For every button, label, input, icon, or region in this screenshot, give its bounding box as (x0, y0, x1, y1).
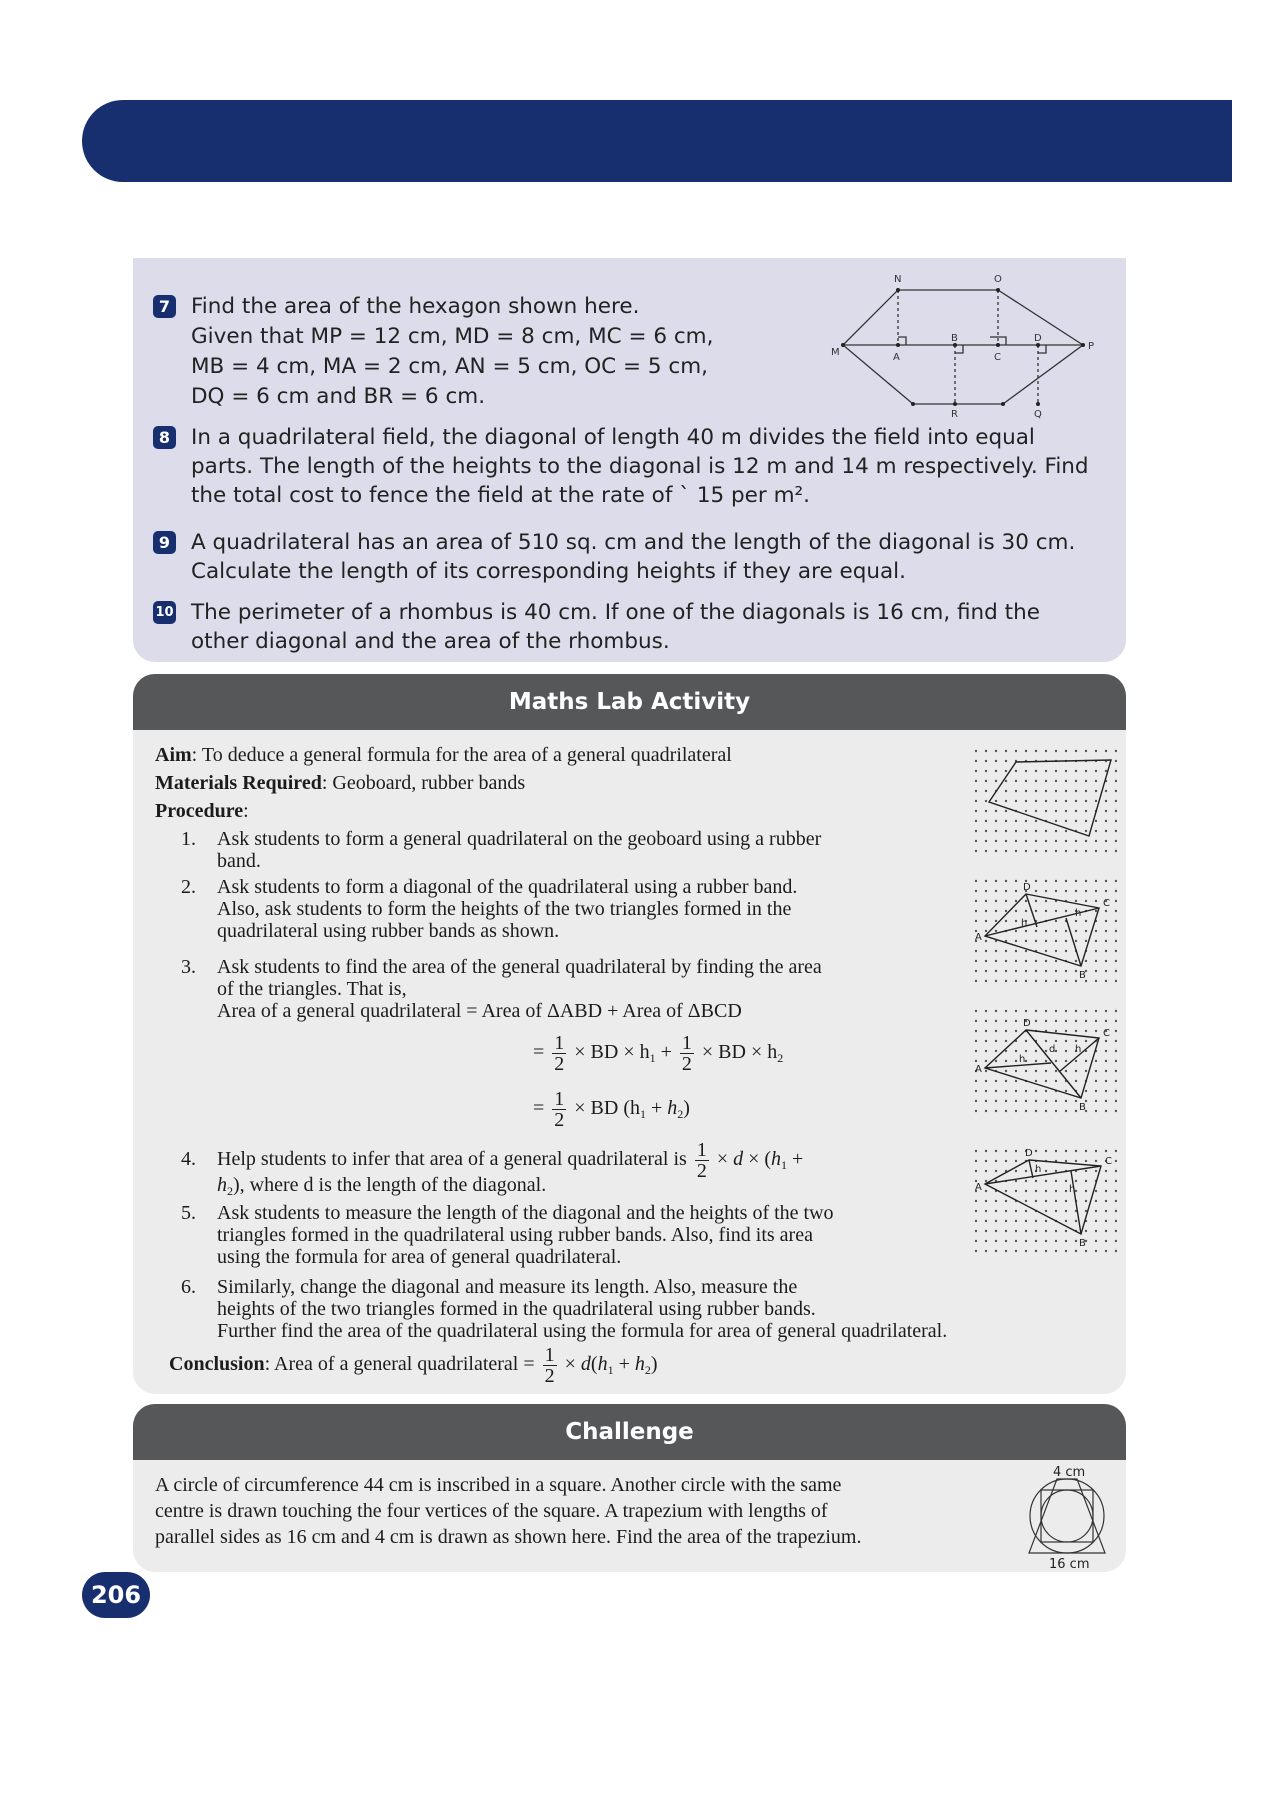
step-line: Also, ask students to form the heights of the two triangles formed in the (217, 898, 792, 920)
frac-numerator: 1 (554, 1031, 565, 1054)
label-a: A (975, 1182, 982, 1193)
label-h1: h (1035, 1164, 1042, 1175)
label-r: R (951, 409, 958, 420)
page-number: 206 (82, 1572, 150, 1618)
step-line: Ask students to find the area of the general quadrilateral by finding the area (217, 956, 822, 978)
step-line: heights of the two triangles formed in the quadrilateral using rubber bands. (217, 1298, 816, 1320)
step-line: band. (217, 850, 261, 872)
label-a: A (893, 352, 900, 363)
label-c: C (1103, 1028, 1110, 1039)
label-m: M (831, 347, 840, 358)
question-line: A quadrilateral has an area of 510 sq. cm and the length of the diagonal is 30 cm. (191, 530, 1076, 555)
bottom-side-label: 16 cm (1049, 1557, 1090, 1570)
exercise-box (133, 258, 1126, 662)
label-b: B (1079, 970, 1086, 981)
label-h1: h (1019, 1054, 1026, 1065)
question-line: parts. The length of the heights to the diagonal is 12 m and 14 m respectively. Find (191, 454, 1089, 479)
aim-label: Aim (155, 744, 192, 766)
label-h2: h (1075, 908, 1082, 919)
aim-text: : To deduce a general formula for the area of a general quadrilateral (191, 744, 732, 766)
label-c: C (994, 352, 1001, 363)
label-b: B (951, 333, 958, 344)
maths-lab-panel (133, 674, 1126, 1394)
step-number: 6. (181, 1276, 196, 1298)
conclusion-label: Conclusion (169, 1353, 265, 1375)
label-d: D (1034, 333, 1042, 344)
label-o: O (994, 274, 1002, 285)
label-a: A (975, 932, 982, 943)
eq1-term: × BD × h (574, 1041, 650, 1063)
step-text: ), where d is the length of the diagonal. (233, 1174, 547, 1196)
step-number: 5. (181, 1202, 196, 1224)
label-n: N (894, 274, 902, 285)
challenge-panel (133, 1404, 1126, 1572)
label-d: D (1025, 1148, 1033, 1159)
question-line: Calculate the length of its corresponding heights if they are equal. (191, 559, 906, 584)
question-line: MB = 4 cm, MA = 2 cm, AN = 5 cm, OC = 5 cm, (191, 354, 708, 379)
frac-numerator: 1 (544, 1343, 555, 1366)
label-b: B (1079, 1238, 1086, 1249)
step-line: Ask students to measure the length of the diagonal and the heights of the two (217, 1202, 834, 1224)
frac-numerator: 1 (554, 1087, 565, 1110)
question-number: 10 (153, 601, 176, 624)
trapezium-circle-figure (1019, 1464, 1115, 1570)
conclusion-line: Conclusion: Area of a general quadrilateral = $\frac{1}{2}$ × $d(h_1 + h_2)$ (169, 1343, 658, 1387)
question-line: Given that MP = 12 cm, MD = 8 cm, MC = 6 cm, (191, 324, 714, 349)
label-h1: h (1021, 918, 1028, 929)
label-b: B (1079, 1102, 1086, 1113)
frac-denominator: 2 (544, 1364, 555, 1387)
label-q: Q (1034, 409, 1042, 420)
question-line: DQ = 6 cm and BR = 6 cm. (191, 384, 486, 409)
label-c: C (1103, 898, 1110, 909)
materials-line (155, 772, 525, 794)
step-number: 4. (181, 1148, 196, 1170)
conclusion-text: : Area of a general quadrilateral = (264, 1353, 535, 1375)
step-line: of the triangles. That is, (217, 978, 407, 1000)
equation-1: = $\frac{1}{2}$ × BD × $h_1$ + $\frac{1}{2}$ × BD × $h_2$ (533, 1031, 784, 1075)
challenge-title: Challenge (133, 1404, 1126, 1460)
step-line: $h_2$), where d is the length of the diagonal. (217, 1174, 547, 1198)
step-number: 3. (181, 956, 196, 978)
materials-label: Materials Required (155, 772, 322, 794)
step-line: triangles formed in the quadrilateral using rubber bands. Also, find its area (217, 1224, 813, 1246)
procedure-heading (155, 800, 249, 822)
question-line: other diagonal and the area of the rhombus. (191, 629, 670, 654)
procedure-label: Procedure (155, 800, 244, 822)
hexagon-figure (823, 264, 1103, 424)
frac-denominator: 2 (696, 1160, 707, 1182)
geoboard-figures (971, 746, 1121, 1306)
question-number: 7 (153, 295, 176, 318)
step-line: Ask students to form a general quadrilateral on the geoboard using a rubber (217, 828, 822, 850)
label-h2: h (1069, 1184, 1076, 1195)
eq1-term-2: × BD × h (701, 1041, 778, 1063)
challenge-line: parallel sides as 16 cm and 4 cm is drawn as shown here. Find the area of the trapezium. (155, 1526, 862, 1548)
frac-numerator: 1 (681, 1031, 692, 1054)
step-line: Area of a general quadrilateral = Area of ΔABD + Area of ΔBCD (217, 1000, 742, 1022)
question-number: 8 (153, 426, 176, 449)
question-line: Find the area of the hexagon shown here. (191, 294, 640, 319)
question-line: the total cost to fence the field at the rate of ` 15 per m². (191, 483, 810, 508)
step-line: Similarly, change the diagonal and measure its length. Also, measure the (217, 1276, 798, 1298)
geoboard-1 (971, 746, 1117, 854)
question-line: In a quadrilateral field, the diagonal of length 40 m divides the field into equal (191, 425, 1035, 450)
step-line: Help students to infer that area of a general quadrilateral is $\frac{1}{2}$ × $d \times (h_1$ + (217, 1139, 804, 1182)
label-c: C (1105, 1156, 1112, 1167)
step-number: 1. (181, 828, 196, 850)
label-d: D (1023, 1018, 1031, 1029)
frac-numerator: 1 (696, 1139, 707, 1161)
materials-text: : Geoboard, rubber bands (321, 772, 526, 794)
step-number: 2. (181, 876, 196, 898)
procedure-colon: : (243, 800, 249, 822)
label-d: D (1023, 882, 1031, 893)
aim-line (155, 744, 732, 766)
challenge-line: centre is drawn touching the four vertices of the square. A trapezium with lengths of (155, 1500, 828, 1522)
step-line: using the formula for area of general quadrilateral. (217, 1246, 622, 1268)
step-line: Further find the area of the quadrilateral using the formula for area of general quadrilateral. (217, 1320, 948, 1342)
step-line: quadrilateral using rubber bands as shown. (217, 920, 560, 942)
eq2-term: × BD (h (574, 1097, 641, 1119)
question-number: 9 (153, 531, 176, 554)
step-text: Help students to infer that area of a general quadrilateral is (217, 1148, 687, 1171)
top-side-label: 4 cm (1053, 1465, 1086, 1480)
step-line: Ask students to form a diagonal of the quadrilateral using a rubber band. (217, 876, 798, 898)
equation-2: = $\frac{1}{2}$ × BD $(h_1 + h_2)$ (533, 1087, 690, 1131)
label-h2: h (1075, 1044, 1082, 1055)
geoboard-2 (971, 878, 1117, 988)
frac-denominator: 2 (554, 1108, 565, 1131)
label-p: P (1088, 341, 1095, 352)
challenge-line: A circle of circumference 44 cm is inscribed in a square. Another circle with the same (155, 1474, 842, 1496)
label-d-diagonal: d (1049, 1044, 1056, 1055)
frac-denominator: 2 (681, 1052, 692, 1075)
chapter-header-bar (82, 100, 1232, 182)
lab-title: Maths Lab Activity (133, 674, 1126, 730)
question-line: The perimeter of a rhombus is 40 cm. If one of the diagonals is 16 cm, find the (191, 600, 1040, 625)
label-a: A (975, 1064, 982, 1075)
frac-denominator: 2 (554, 1052, 565, 1075)
